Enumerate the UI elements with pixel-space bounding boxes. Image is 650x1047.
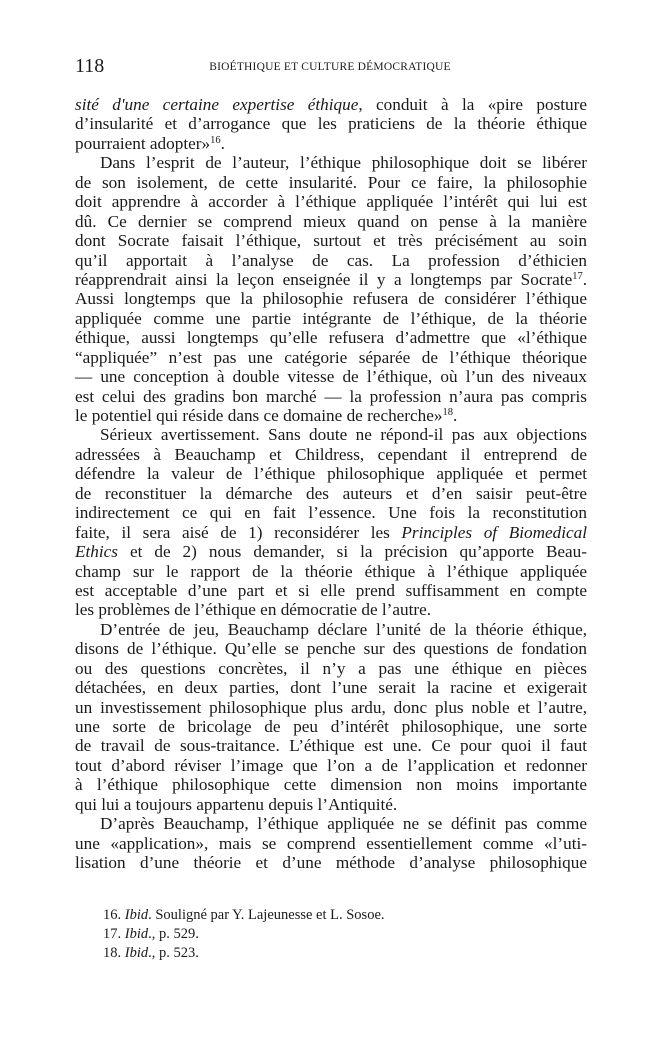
text-run: est acceptable d’une part et si elle prend suffisamment en compte [75, 580, 587, 600]
text-line [75, 795, 587, 814]
text-line [75, 406, 587, 425]
text-run: tout d’abord réviser l’image que l’on a de l’application et redonner [75, 755, 587, 775]
text-line [75, 523, 587, 542]
footnotes [103, 906, 385, 963]
text-run: lisation d’une théorie et d’une méthode d’analyse philosophique [75, 853, 587, 873]
text-line [75, 289, 587, 308]
text-run: . [452, 406, 458, 425]
italic-text: sité d'une certaine expertise éthique [75, 95, 359, 114]
text-line [75, 464, 587, 483]
text-run: “appliquée” n’est pas une catégorie séparée de l’éthique théorique [75, 347, 587, 367]
text-run: défendre la valeur de l’éthique philosophique appliquée et permet [75, 464, 587, 484]
paragraph [75, 153, 587, 425]
text-line [75, 698, 587, 717]
text-run: doit apprendre à accorder à l’éthique appliquée l’intérêt qui lui est [75, 192, 587, 212]
text-line [75, 639, 587, 658]
italic-text: Ibid [124, 907, 149, 923]
text-line [75, 659, 587, 678]
text-line [75, 367, 587, 386]
text-run: — une conception à double vitesse de l’éthique, où l’un des niveaux [75, 367, 587, 387]
text-run: une sorte de bricolage de peu d’intérêt philosophique, une sorte [75, 717, 587, 736]
footnote [103, 925, 385, 944]
paragraph [75, 425, 587, 619]
text-line [75, 562, 587, 581]
text-line [75, 484, 587, 503]
text-run: qui lui a toujours appartenu depuis l’Antiquité. [75, 794, 398, 814]
italic-text: Principles of Biomedical [401, 522, 587, 542]
body-text [75, 95, 587, 873]
text-line [75, 834, 587, 853]
text-run: d’insularité et d’arrogance que les praticiens de la théorie éthique [75, 114, 587, 134]
text-run: de travail de sous-traitance. L’éthique est une. Ce pour quoi il faut [75, 736, 587, 756]
text-line [75, 231, 587, 250]
text-line [75, 600, 587, 619]
text-run: éthique, aussi longtemps qu’elle refusera d’admettre que «l’éthique [75, 328, 587, 348]
text-line [75, 114, 587, 133]
text-line [75, 503, 587, 522]
text-line [75, 425, 587, 444]
text-run: qu’il apportait à l’analyse de cas. La profession d’éthicien [75, 250, 587, 270]
text-line [75, 775, 587, 794]
text-run: un investissement philosophique plus ardu, donc plus noble et l’autre, [75, 697, 587, 717]
text-run: réapprendrait ainsi la leçon enseignée il y a longtemps par Socrate [75, 269, 573, 289]
text-line [75, 814, 587, 833]
footnote-reference[interactable]: 17 [572, 270, 583, 282]
text-line [75, 134, 587, 153]
paragraph [75, 814, 587, 872]
text-line [75, 542, 587, 561]
text-run: Dans l’esprit de l’auteur, l’éthique philosophique doit se libérer [100, 153, 587, 173]
text-line [75, 717, 587, 736]
text-run: appliquée comme une partie intégrante de l’éthique, de la théorie [75, 308, 587, 328]
text-line [75, 192, 587, 211]
text-line [75, 736, 587, 755]
text-line [75, 173, 587, 192]
text-line [75, 348, 587, 367]
text-run: disons de l’éthique. Qu’elle se penche sur des questions de fondation [75, 639, 587, 659]
text-run: de son isolement, de cette insularité. Pour ce faire, la philosophie [75, 172, 587, 192]
text-run: . [220, 133, 225, 153]
paragraph [75, 620, 587, 814]
footnote-reference[interactable]: 16 [210, 134, 221, 146]
text-run: adressées à Beauchamp et Childress, cependant il entreprend de [75, 444, 587, 464]
text-run: . [582, 269, 587, 289]
text-run: 17. [103, 926, 125, 942]
text-run: les problèmes de l’éthique en démocratie de l’autre. [75, 600, 432, 620]
text-line [75, 328, 587, 347]
text-run: à l’éthique philosophique cette dimension non moins importante [75, 775, 587, 795]
text-run: et de 2) nous demander, si la précision qu’apporte Beau- [117, 542, 587, 562]
text-run: faite, il sera aisé de 1) reconsidérer les [75, 522, 402, 542]
text-run: de reconstituer la démarche des auteurs et d’en saisir peut-être [75, 483, 587, 503]
text-run: 16. [103, 907, 125, 923]
footnote [103, 944, 385, 963]
text-run: indirectement ce qui en fait l’essence. Une fois la reconstitution [75, 503, 587, 523]
italic-text: Ibid [124, 926, 149, 942]
text-line [75, 270, 587, 289]
text-line [75, 95, 587, 114]
text-run: D’après Beauchamp, l’éthique appliquée ne se définit pas comme [100, 814, 587, 834]
text-line [75, 756, 587, 775]
text-run: Sérieux avertissement. Sans doute ne répond-il pas aux objections [100, 425, 587, 445]
text-run: dû. Ce dernier se comprend mieux quand on pense à la manière [75, 211, 587, 231]
text-line [75, 678, 587, 697]
text-run: 18. [103, 945, 125, 961]
footnote-reference[interactable]: 18 [442, 407, 453, 418]
text-run: , conduit à la «pire posture [358, 95, 587, 114]
text-run: est celui des gradins bon marché — la profession n’aura pas compris [75, 386, 587, 406]
text-run: D’entrée de jeu, Beauchamp déclare l’unité de la théorie éthique, [100, 619, 587, 639]
text-line [75, 445, 587, 464]
text-run: ., p. 529. [148, 926, 199, 942]
text-line [75, 387, 587, 406]
text-run: détachées, en deux parties, dont l’une serait la racine et exigerait [75, 678, 587, 698]
text-run: ou des questions concrètes, il n’y a pas une éthique en pièces [75, 658, 587, 678]
text-run: pourraient adopter» [75, 133, 211, 153]
running-title: BIOÉTHIQUE ET CULTURE DÉMOCRATIQUE [209, 61, 451, 73]
text-run: une «application», mais se comprend essentiellement comme «l’uti- [75, 833, 587, 853]
page-number: 118 [75, 55, 105, 77]
text-run: Aussi longtemps que la philosophie refusera de considérer l’éthique [75, 289, 587, 309]
text-line [75, 212, 587, 231]
paragraph [75, 95, 587, 153]
text-line [75, 620, 587, 639]
text-line [75, 153, 587, 172]
italic-text: Ibid [124, 945, 149, 961]
footnote [103, 906, 385, 925]
text-run: champ sur le rapport de la théorie éthique à l’éthique appliquée [75, 561, 587, 581]
text-line [75, 309, 587, 328]
text-line [75, 251, 587, 270]
text-run: dont Socrate faisait l’éthique, surtout et très précisément au soin [75, 231, 587, 251]
text-run: le potentiel qui réside dans ce domaine de recherche» [75, 406, 443, 425]
text-line [75, 853, 587, 872]
text-line [75, 581, 587, 600]
text-run: ., p. 523. [148, 945, 199, 961]
text-run: . Souligné par Y. Lajeunesse et L. Sosoe. [148, 907, 385, 923]
italic-text: Ethics [75, 542, 118, 562]
